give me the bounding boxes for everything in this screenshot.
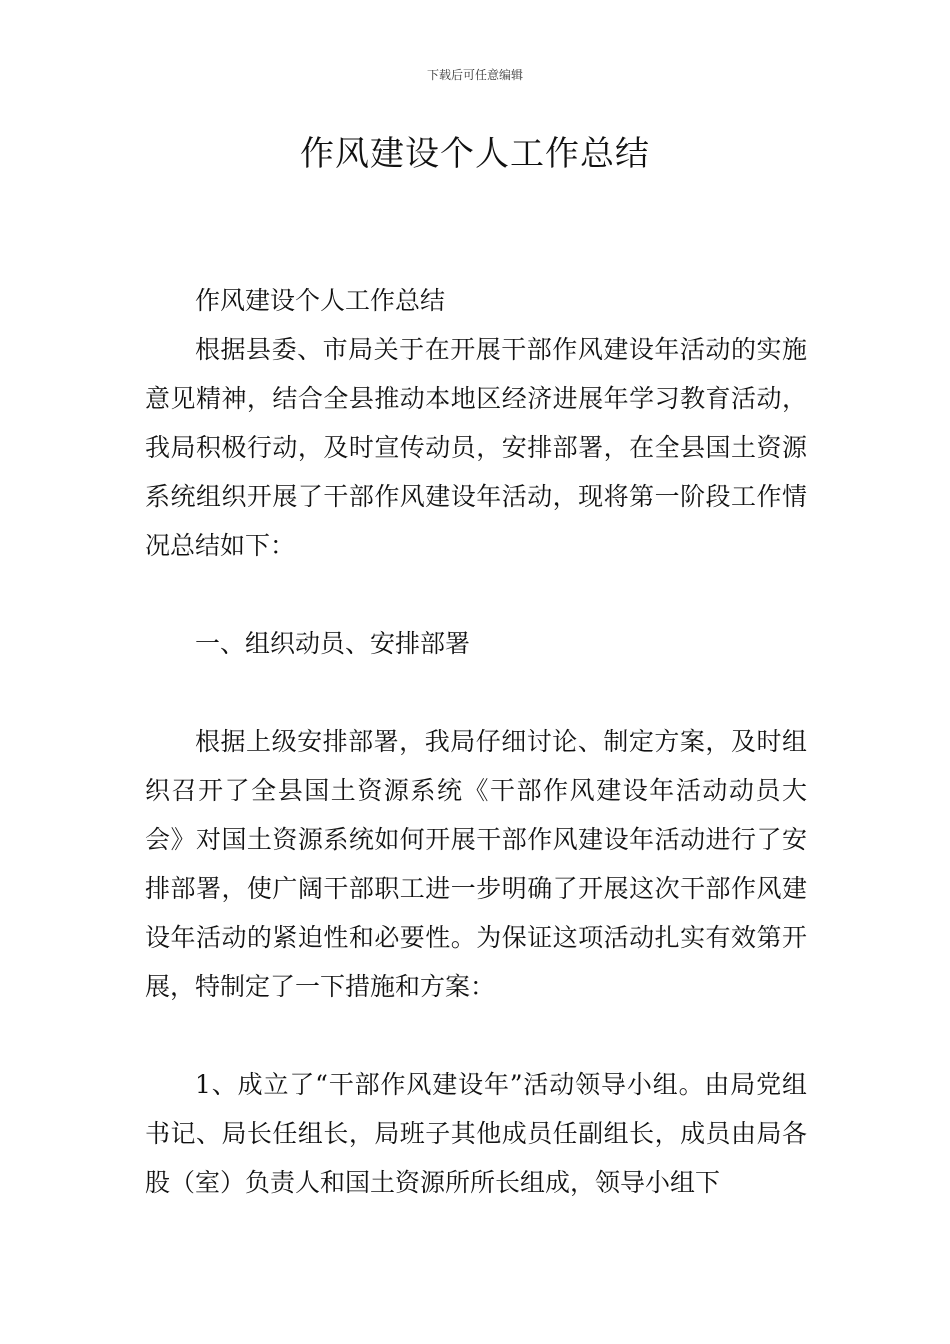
paragraph-subtitle: 作风建设个人工作总结: [195, 286, 446, 315]
section-heading-1: 一、组织动员、安排部署: [195, 629, 471, 658]
paragraph-intro: 根据县委、市局关于在开展干部作风建设年活动的实施意见精神，结合全县推动本地区经济进展年学习教育活动，我局积极行动，及时宣传动员，安排部署，在全县国土资源系统组织开展了干部作风建设年活动，现将第一阶段工作情况总结如下：: [145, 335, 807, 560]
paragraph-item-1: 1、成立了“干部作风建设年”活动领导小组。由局党组书记、局长任组长，局班子其他成员任副组长，成员由局各股（室）负责人和国土资源所所长组成，领导小组下: [145, 1070, 807, 1197]
paragraph-gap: [145, 668, 807, 717]
paragraph-section-1: 根据上级安排部署，我局仔细讨论、制定方案，及时组织召开了全县国土资源系统《干部作风建设年活动动员大会》对国土资源系统如何开展干部作风建设年活动进行了安排部署，使广阔干部职工进一步明确了开展这次干部作风建设年活动的紧迫性和必要性。为保证这项活动扎实有效第开展，特制定了一下措施和方案：: [145, 727, 807, 1001]
document-body: [145, 276, 807, 1207]
paragraph-gap: [145, 570, 807, 619]
header-note: 下载后可任意编辑: [426, 68, 523, 82]
document-title: 作风建设个人工作总结: [300, 134, 650, 174]
paragraph-gap: [145, 1011, 807, 1060]
